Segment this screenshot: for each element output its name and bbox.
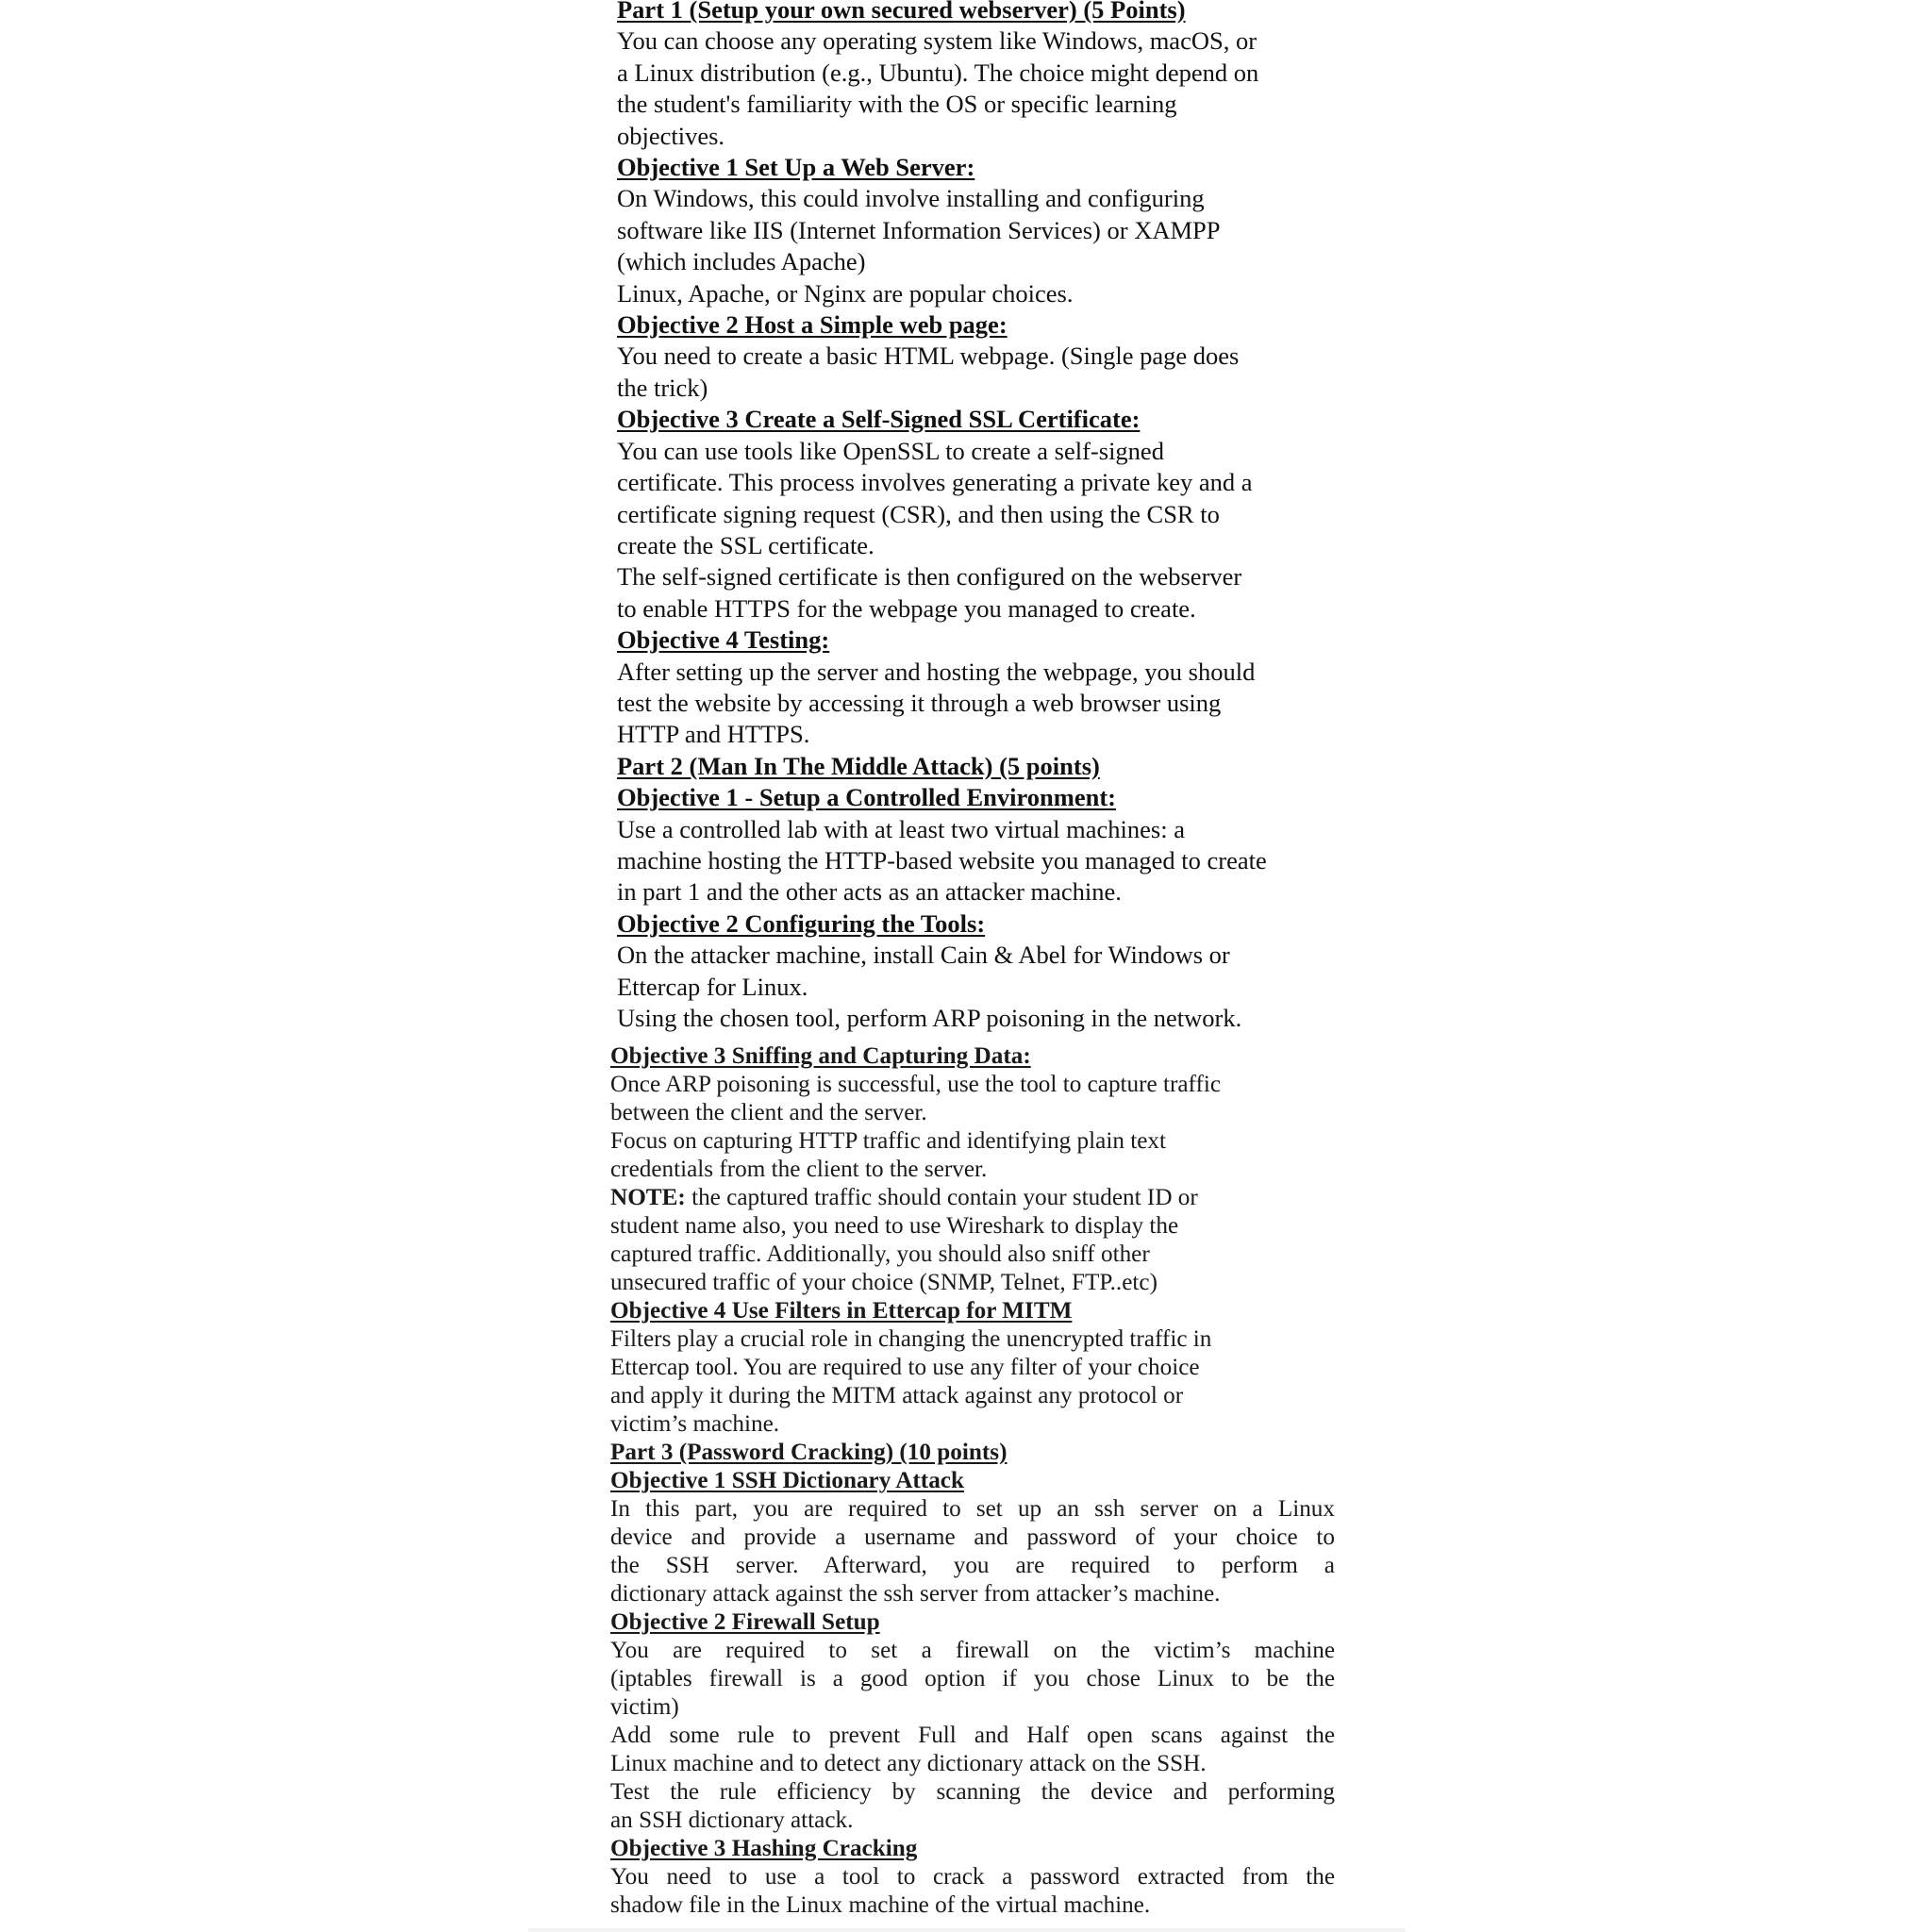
part2-heading: Part 2 (Man In The Middle Attack) (5 points) [617, 751, 1100, 780]
part1-objective1-heading: Objective 1 Set Up a Web Server: [617, 153, 975, 182]
part2-objective2-heading: Objective 2 Configuring the Tools: [617, 908, 986, 938]
part2-objective1-text: machine hosting the HTTP-based website you managed to create [617, 845, 1267, 874]
part2-objective3-text: between the client and the server. [610, 1100, 927, 1125]
part1-objective3-text: certificate. This process involves generating a private key and a [617, 468, 1253, 497]
part3-objective2-heading: Objective 2 Firewall Setup [610, 1609, 880, 1635]
part3-objective3-heading: Objective 3 Hashing Cracking [610, 1836, 918, 1861]
part1-objective1-text: Linux, Apache, or Nginx are popular choices. [617, 278, 1074, 308]
part2-objective2-text: Ettercap for Linux. [617, 972, 808, 1001]
part3-objective1-text: the SSH server. Afterward, you are required to perform a [610, 1553, 1335, 1578]
part1-objective3-text: to enable HTTPS for the webpage you managed to create. [617, 593, 1196, 623]
part3-objective2-text: Linux machine and to detect any dictionary attack on the SSH. [610, 1751, 1207, 1776]
part2-objective1-heading: Objective 1 - Setup a Controlled Environment: [617, 783, 1117, 812]
part1-objective3-text: certificate signing request (CSR), and then using the CSR to [617, 499, 1220, 528]
page-bottom-edge [528, 1928, 1406, 1932]
document-section-lower [610, 1042, 1335, 1920]
part2-objective4-text: victim’s machine. [610, 1411, 780, 1437]
part1-objective1-text: On Windows, this could involve installing and configuring [617, 184, 1205, 213]
part3-objective3-text: shadow file in the Linux machine of the virtual machine. [610, 1892, 1151, 1918]
part3-objective2-text: an SSH dictionary attack. [610, 1807, 854, 1833]
part3-objective2-text: victim) [610, 1694, 679, 1720]
part2-objective4-text: Ettercap tool. You are required to use any filter of your choice [610, 1355, 1200, 1380]
part1-intro-line: a Linux distribution (e.g., Ubuntu). The choice might depend on [617, 58, 1259, 87]
part2-objective1-text: in part 1 and the other acts as an attacker machine. [617, 877, 1122, 907]
part1-objective4-heading: Objective 4 Testing: [617, 625, 830, 655]
part3-objective2-text: (iptables firewall is a good option if you chose Linux to be the [610, 1666, 1335, 1691]
part1-objective4-text: HTTP and HTTPS. [617, 720, 810, 749]
part2-objective2-text: On the attacker machine, install Cain & Abel for Windows or [617, 941, 1230, 970]
part1-objective4-text: After setting up the server and hosting the webpage, you should [617, 657, 1256, 686]
part3-objective3-text: You need to use a tool to crack a password extracted from the [610, 1864, 1335, 1890]
part3-objective2-text: You are required to set a firewall on the victim’s machine [610, 1638, 1335, 1663]
part3-objective1-text: device and provide a username and password of your choice to [610, 1524, 1335, 1550]
note-text-line: unsecured traffic of your choice (SNMP, Telnet, FTP..etc) [610, 1270, 1158, 1295]
part1-objective3-text: You can use tools like OpenSSL to create a self-signed [617, 436, 1164, 465]
part3-objective1-text: In this part, you are required to set up an ssh server on a Linux [610, 1496, 1335, 1522]
part1-objective2-text: You need to create a basic HTML webpage. (Single page does [617, 341, 1240, 371]
part1-objective3-text: create the SSL certificate. [617, 530, 874, 559]
part1-intro-line: objectives. [617, 121, 725, 150]
part2-objective4-heading: Objective 4 Use Filters in Ettercap for MITM [610, 1298, 1073, 1324]
note-label: NOTE: [610, 1185, 686, 1210]
part3-objective2-text: Add some rule to prevent Full and Half open scans against the [610, 1723, 1335, 1748]
part2-objective4-text: Filters play a crucial role in changing the unencrypted traffic in [610, 1326, 1212, 1352]
part2-objective3-text: credentials from the client to the server. [610, 1157, 988, 1182]
part2-objective2-text: Using the chosen tool, perform ARP poisoning in the network. [617, 1004, 1242, 1032]
part2-objective4-text: and apply it during the MITM attack against any protocol or [610, 1383, 1184, 1408]
part1-heading: Part 1 (Setup your own secured webserver) (5 Points) [617, 0, 1186, 24]
part2-objective3-text: Once ARP poisoning is successful, use the tool to capture traffic [610, 1072, 1222, 1097]
part2-objective3-text: Focus on capturing HTTP traffic and identifying plain text [610, 1128, 1166, 1154]
part2-objective1-text: Use a controlled lab with at least two virtual machines: a [617, 814, 1185, 843]
note-text: the captured traffic should contain your student ID or [685, 1185, 1198, 1210]
part1-objective1-text: (which includes Apache) [617, 247, 866, 276]
part1-objective4-text: test the website by accessing it through a web browser using [617, 688, 1222, 717]
part3-heading: Part 3 (Password Cracking) (10 points) [610, 1440, 1008, 1465]
note-text-line: captured traffic. Additionally, you should also sniff other [610, 1241, 1150, 1267]
part3-objective1-text: dictionary attack against the ssh server from attacker’s machine. [610, 1581, 1221, 1607]
note-text-line: student name also, you need to use Wireshark to display the [610, 1213, 1179, 1239]
part3-objective1-heading: Objective 1 SSH Dictionary Attack [610, 1468, 964, 1493]
part1-objective3-text: The self-signed certificate is then configured on the webserver [617, 562, 1242, 591]
part3-objective2-text: Test the rule efficiency by scanning the device and performing [610, 1779, 1335, 1805]
part1-objective1-text: software like IIS (Internet Information Services) or XAMPP [617, 215, 1221, 244]
note-line [610, 1184, 1335, 1212]
part1-objective2-text: the trick) [617, 373, 708, 402]
part1-objective3-heading: Objective 3 Create a Self-Signed SSL Certificate: [617, 405, 1141, 434]
part2-objective3-heading: Objective 3 Sniffing and Capturing Data: [610, 1043, 1031, 1069]
document-section-upper [617, 0, 1334, 1034]
part1-objective2-heading: Objective 2 Host a Simple web page: [617, 310, 1008, 340]
part1-intro-line: You can choose any operating system like Windows, macOS, or [617, 26, 1257, 56]
part1-intro-line: the student's familiarity with the OS or specific learning [617, 90, 1177, 119]
